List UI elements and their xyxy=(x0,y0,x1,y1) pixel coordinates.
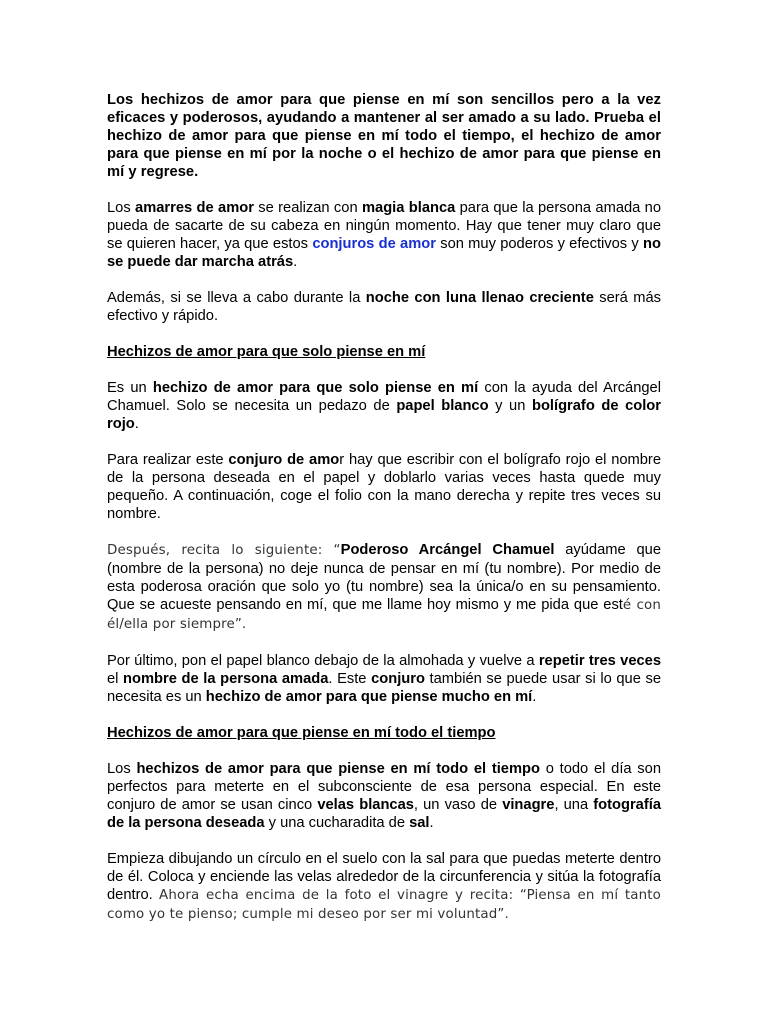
text-run: con la ayuda del Arcángel Chamuel. Solo se necesita un pedazo de xyxy=(107,380,661,414)
text-run: . xyxy=(532,689,537,705)
bold-run: conjuro de amo xyxy=(228,452,340,468)
text-run: se realizan con xyxy=(253,200,362,216)
text-run: Los xyxy=(107,200,136,216)
text-run-light: Después, recita lo siguiente: “ xyxy=(107,543,341,558)
text-run: y una cucharadita de xyxy=(264,815,410,831)
paragraph-arcangel xyxy=(107,379,661,433)
text-run: son muy poderos y efectivos y xyxy=(435,236,644,252)
bold-run: sal xyxy=(409,815,430,831)
text-run: , un vaso de xyxy=(413,797,503,813)
bold-run: velas blancas xyxy=(317,797,414,813)
text-run: Los xyxy=(107,761,137,777)
text-run: y un xyxy=(488,398,532,414)
paragraph-velas xyxy=(107,760,661,832)
bold-run: magia blanca xyxy=(361,200,456,216)
paragraph-amarres xyxy=(107,199,661,271)
conjuros-de-amor-link[interactable]: conjuros de amor xyxy=(312,236,436,252)
section-heading-todo-el-tiempo: Hechizos de amor para que piense en mí todo el tiempo xyxy=(107,725,496,741)
text-run: también se puede usar si lo que se necesita es un xyxy=(107,671,662,705)
text-run: r hay que escribir con el bolígrafo rojo el nombre de la persona deseada en el papel y doblarlo varias veces hasta quede muy pequeño. A continuación, coge el folio con la mano derecha y repite tres veces su nombre. xyxy=(107,452,661,522)
text-run: . xyxy=(134,416,139,432)
paragraph-ademas xyxy=(107,289,661,325)
bold-run: noche con luna llenao creciente xyxy=(365,290,594,306)
text-run-light: Ahora echa encima de la foto el vinagre y recita: “Piensa en mí tanto como yo te pienso; cumple mi deseo por ser mi voluntad”. xyxy=(107,888,661,922)
bold-run: fotografía de la persona deseada xyxy=(107,797,661,831)
text-run: o todo el día son perfectos para meterte en el subconsciente de esa persona especial. En este conjuro de amor se usan cinco xyxy=(107,761,661,813)
bold-run: no se puede dar marcha atrás xyxy=(107,236,661,270)
bold-run: nombre de la persona amada xyxy=(123,671,329,687)
text-run: Además, si se lleva a cabo durante la xyxy=(107,290,366,306)
text-run: Empieza dibujando un círculo en el suelo con la sal para que puedas meterte dentro de él. Coloca y enciende las velas alrededor de la circunferencia y sitúa la fotografía dentro. xyxy=(107,851,661,903)
paragraph-recita xyxy=(107,541,661,634)
text-run: Para realizar este xyxy=(107,452,229,468)
text-run: Por último, pon el papel blanco debajo de la almohada y vuelve a xyxy=(107,653,539,669)
paragraph-empieza xyxy=(107,850,661,924)
text-run: Es un xyxy=(107,380,153,396)
bold-run: papel blanco xyxy=(396,398,489,414)
bold-run: repetir tres veces xyxy=(538,653,661,669)
text-run: . xyxy=(429,815,434,831)
intro-paragraph: Los hechizos de amor para que piense en mí son sencillos pero a la vez eficaces y poderosos, ayudando a mantener al ser amado a su lado. Prueba el hechizo de amor para que piense en mí todo el tiempo, el hechizo de amor para que piense en mí por la noche o el hechizo de amor para que piense en mí y regrese. xyxy=(107,92,661,180)
text-run: ayúdame que (nombre de la persona) no deje nunca de pensar en mí (tu nombre). Por medio de esta poderosa oración que solo yo (tu nombre) sea la única/o en su pensamiento. Que se acueste pensando en mí, que me llame hoy mismo y me pida que est xyxy=(107,542,662,613)
bold-run: amarres de amor xyxy=(135,200,254,216)
paragraph-por-ultimo xyxy=(107,652,661,706)
bold-run: hechizo de amor para que piense mucho en mí xyxy=(205,689,533,705)
bold-run: bolígrafo de color rojo xyxy=(107,398,661,432)
text-run: será más efectivo y rápido. xyxy=(107,290,661,324)
section-heading-solo-piense: Hechizos de amor para que solo piense en mí xyxy=(107,344,426,360)
text-run: . Este xyxy=(328,671,372,687)
bold-run: hechizos de amor para que piense en mí todo el tiempo xyxy=(136,761,540,777)
text-run-light: é con él/ella por siempre”. xyxy=(107,598,661,632)
text-run: . xyxy=(293,254,298,270)
bold-run: hechizo de amor para que solo piense en mí xyxy=(152,380,479,396)
paragraph-realizar xyxy=(107,451,661,523)
bold-run: conjuro xyxy=(371,671,425,687)
bold-run: vinagre xyxy=(502,797,555,813)
text-run: , una xyxy=(554,797,594,813)
text-run: el xyxy=(107,671,124,687)
bold-run: Poderoso Arcángel Chamuel xyxy=(340,542,555,558)
text-run: para que la persona amada no pueda de sacarte de su cabeza en ningún momento. Hay que tener muy claro que se quieren hacer, ya que estos xyxy=(107,200,662,252)
